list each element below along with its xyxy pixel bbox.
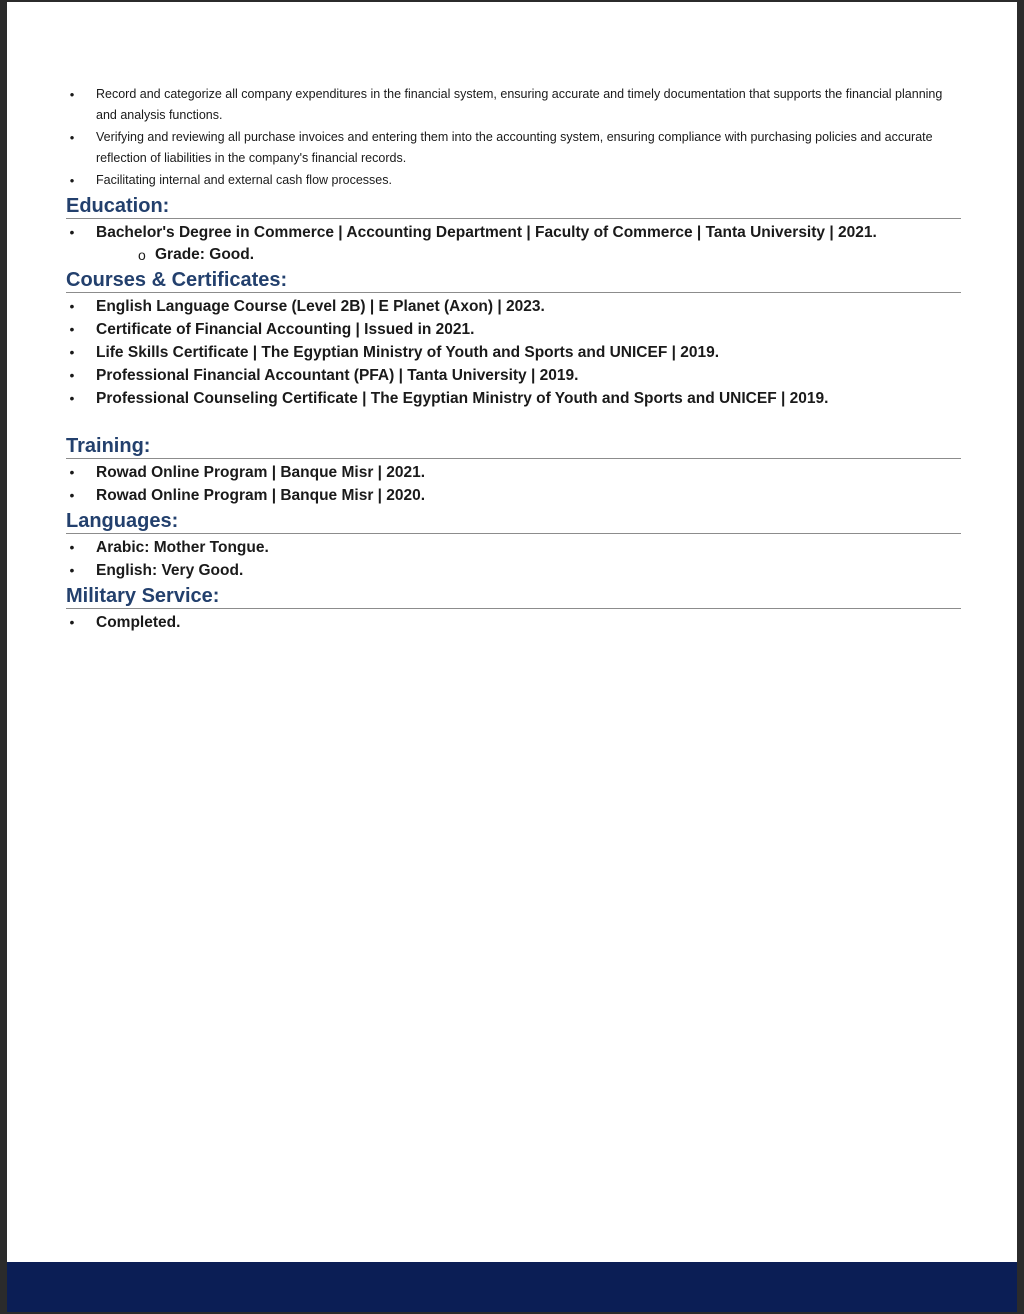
course-text: Life Skills Certificate | The Egyptian Ministry of Youth and Sports and UNICEF | 2019. (96, 344, 720, 361)
list-item (66, 295, 961, 318)
experience-bullet-text: Facilitating internal and external cash flow processes. (96, 173, 392, 187)
training-text: Rowad Online Program | Banque Misr | 2020. (96, 487, 426, 504)
courses-heading: Courses & Certificates: (66, 266, 961, 293)
list-item (66, 484, 961, 507)
footer-band (7, 1262, 1017, 1312)
bullet-icon: • (69, 344, 75, 360)
training-text: Rowad Online Program | Banque Misr | 2021. (96, 464, 426, 481)
courses-list (66, 295, 961, 410)
language-text: Arabic: Mother Tongue. (96, 539, 269, 556)
list-item (66, 170, 961, 191)
list-item (66, 559, 961, 582)
education-degree: Bachelor's Degree in Commerce | Accounting Department | Faculty of Commerce | Tanta University | 2021. (96, 224, 877, 241)
list-item (66, 611, 961, 634)
list-item (66, 387, 961, 410)
bullet-icon: • (69, 487, 75, 503)
list-item (66, 364, 961, 387)
experience-bullet-list (66, 84, 961, 191)
list-item (66, 461, 961, 484)
sub-bullet-icon: o (138, 247, 146, 263)
bullet-icon: • (69, 224, 75, 240)
list-item (66, 341, 961, 364)
military-heading: Military Service: (66, 582, 961, 609)
bullet-icon: • (69, 87, 75, 102)
resume-content (66, 84, 961, 634)
education-heading: Education: (66, 192, 961, 219)
bullet-icon: • (69, 173, 75, 188)
bullet-icon: • (69, 464, 75, 480)
document-page (7, 2, 1017, 1312)
experience-bullet-text: Verifying and reviewing all purchase invoices and entering them into the accounting system, ensuring compliance with purchasing policies and accurate reflection of liabilities in the company's financial records. (96, 130, 933, 165)
list-item (66, 318, 961, 341)
bullet-icon: • (69, 130, 75, 145)
bullet-icon: • (69, 562, 75, 578)
bullet-icon: • (69, 298, 75, 314)
bullet-icon: • (69, 539, 75, 555)
experience-bullet-text: Record and categorize all company expenditures in the financial system, ensuring accurate and timely documentation that supports the financial planning and analysis functions. (96, 87, 943, 122)
military-text: Completed. (96, 614, 181, 631)
list-item (66, 536, 961, 559)
list-item (66, 244, 961, 266)
course-text: Professional Financial Accountant (PFA) | Tanta University | 2019. (96, 367, 579, 384)
languages-list (66, 536, 961, 582)
training-heading: Training: (66, 432, 961, 459)
blank-spacer (66, 410, 961, 432)
course-text: English Language Course (Level 2B) | E Planet (Axon) | 2023. (96, 298, 545, 315)
education-grade: Grade: Good. (155, 246, 255, 263)
list-item (66, 127, 961, 169)
bullet-icon: • (69, 321, 75, 337)
bullet-icon: • (69, 367, 75, 383)
course-text: Certificate of Financial Accounting | Issued in 2021. (96, 321, 475, 338)
military-list (66, 611, 961, 634)
language-text: English: Very Good. (96, 562, 244, 579)
languages-heading: Languages: (66, 507, 961, 534)
training-list (66, 461, 961, 507)
bullet-icon: • (69, 390, 75, 406)
list-item (66, 221, 961, 244)
bullet-icon: • (69, 614, 75, 630)
course-text: Professional Counseling Certificate | The Egyptian Ministry of Youth and Sports and UNICEF | 2019. (96, 390, 829, 407)
education-list (66, 221, 961, 266)
list-item (66, 84, 961, 126)
